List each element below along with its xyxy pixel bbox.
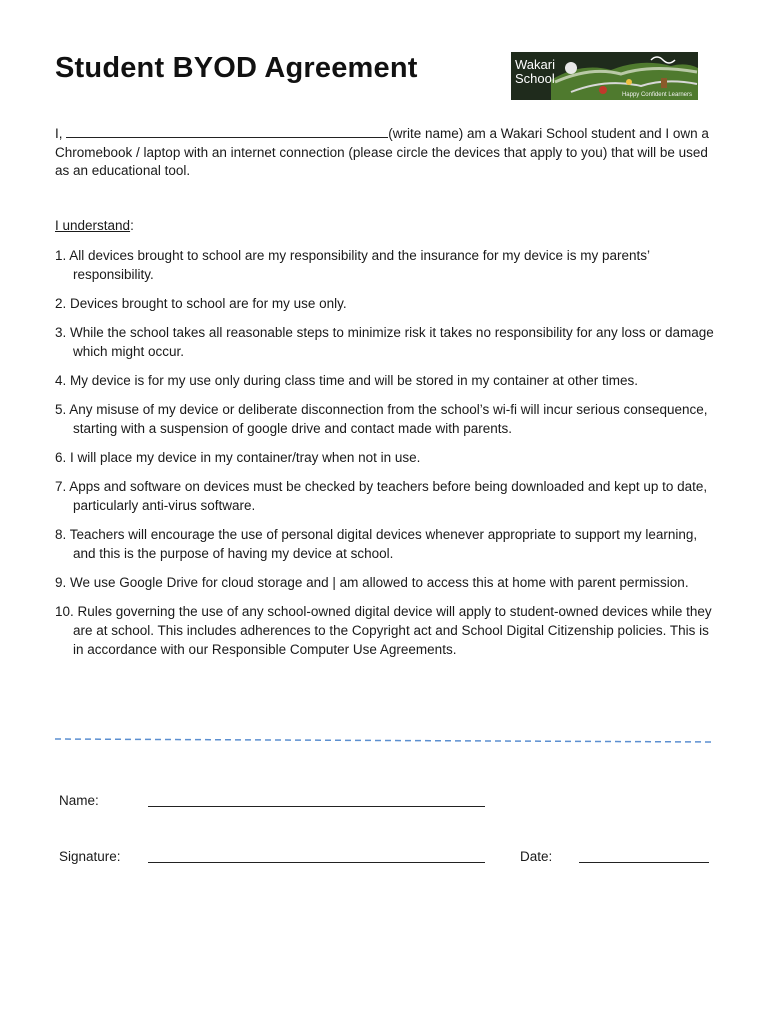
list-item: 10. Rules governing the use of any school-owned digital device will apply to student-owned devices while they are at school. This includes adherences to the Copyright act and School Digital Citizenship policies. This is in accordance with our Responsible Computer Use Agreements. [55, 604, 712, 657]
list-item: 7. Apps and software on devices must be checked by teachers before being downloaded and kept up to date, particularly anti-virus software. [55, 479, 708, 513]
understand-heading: I understand: [55, 218, 134, 233]
date-label: Date: [520, 849, 553, 864]
list-item: 5. Any misuse of my device or deliberate disconnection from the school’s wi-fi will incur serious consequence, starting with a suspension of google drive and contact made with parents. [55, 402, 708, 436]
school-logo [511, 52, 698, 100]
list-item: 1. All devices brought to school are my responsibility and the insurance for my device is my parents’ responsibility. [55, 248, 650, 282]
cut-line-divider [55, 738, 715, 744]
student-name-blank[interactable] [66, 125, 388, 138]
list-item: 2. Devices brought to school are for my use only. [55, 296, 347, 311]
list-item: 3. While the school takes all reasonable steps to minimize risk it takes no responsibility for any loss or damage which might occur. [55, 325, 714, 359]
logo-tagline: Happy Confident Learners [621, 92, 692, 98]
intro-paragraph: I, (write name) am a Wakari School student and I own a Chromebook / laptop with an internet connection (please circle the devices that apply to you) that will be used as an educational tool. [55, 126, 709, 178]
signature-field[interactable] [148, 861, 485, 863]
list-item: 6. I will place my device in my container/tray when not in use. [55, 450, 421, 465]
list-item: 9. We use Google Drive for cloud storage and | am allowed to access this at home with parent permission. [55, 575, 689, 590]
page-title: Student BYOD Agreement [55, 52, 418, 84]
logo-name: Wakari School [515, 57, 555, 86]
list-item: 4. My device is for my use only during class time and will be stored in my container at other times. [55, 373, 638, 388]
agreement-list [55, 246, 715, 669]
date-field[interactable] [579, 861, 709, 863]
signature-label: Signature: [59, 849, 121, 864]
list-item: 8. Teachers will encourage the use of personal digital devices whenever appropriate to support my learning, and this is the purpose of having my device at school. [55, 527, 698, 561]
name-label: Name: [59, 793, 99, 808]
name-field[interactable] [148, 805, 485, 807]
